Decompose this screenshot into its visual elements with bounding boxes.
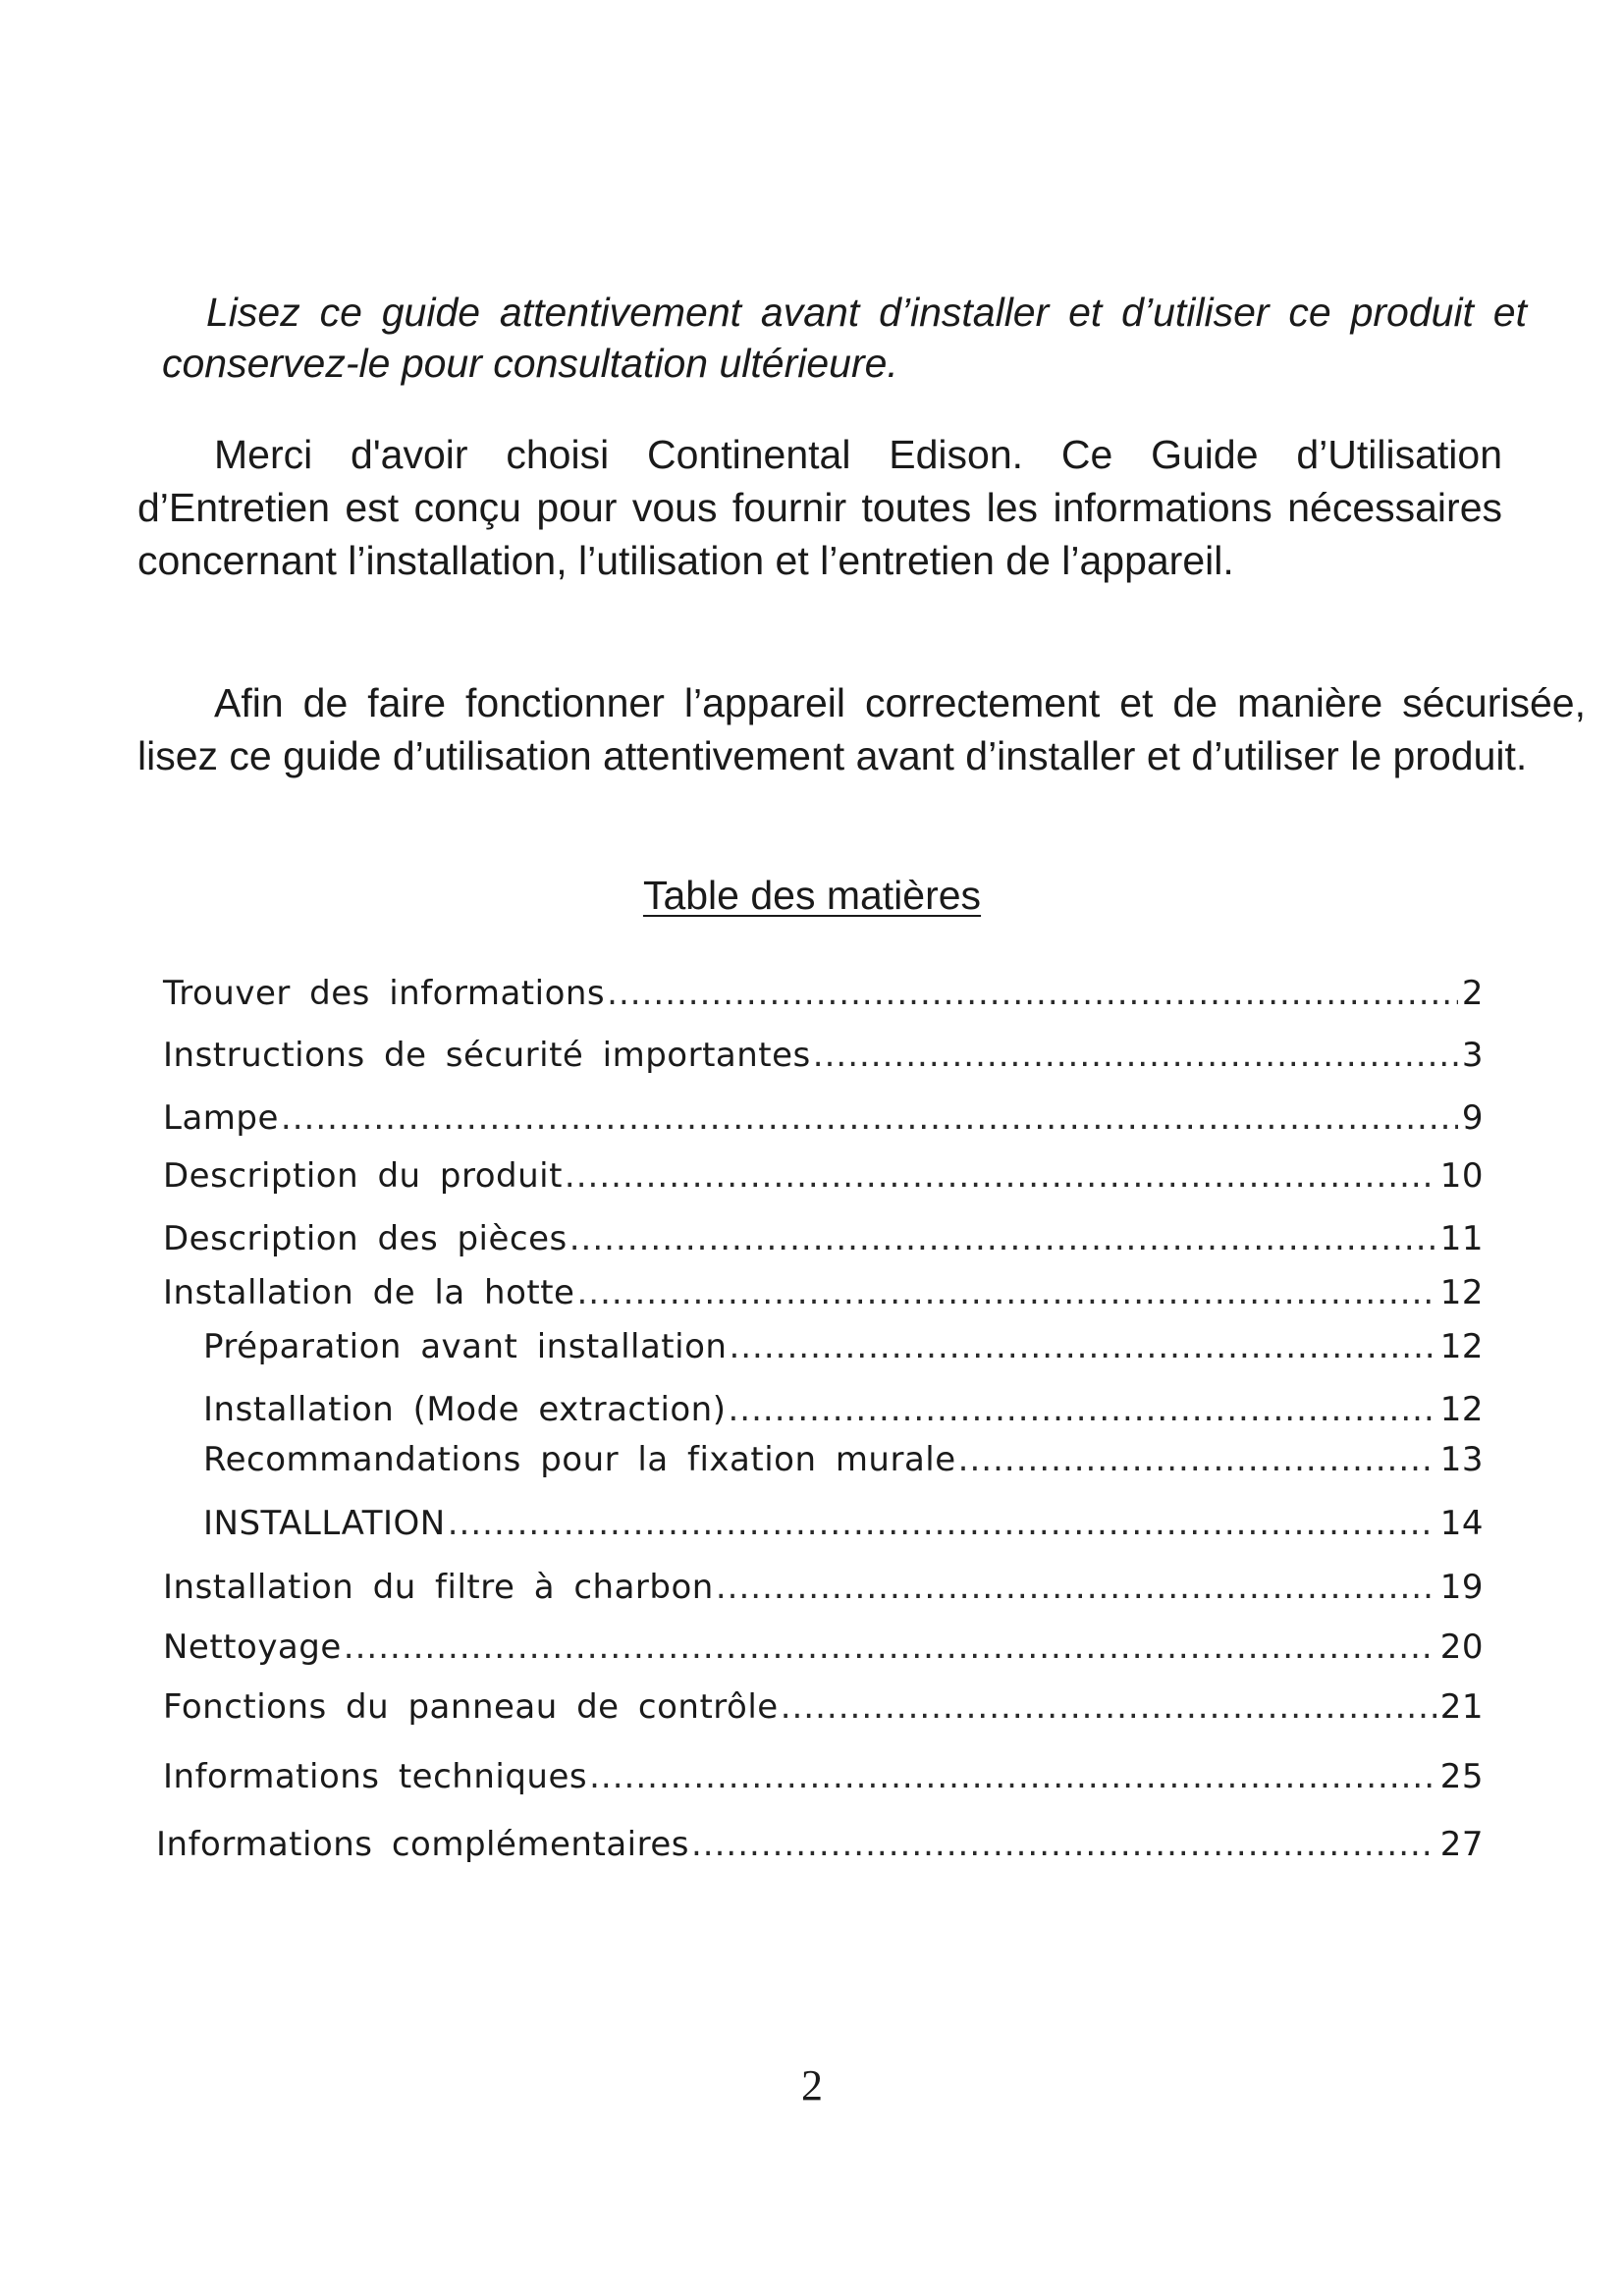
toc-entry-page: 2: [1461, 974, 1484, 1013]
toc-leader: [565, 1154, 1436, 1198]
toc-entry-label: INSTALLATION: [203, 1504, 446, 1543]
toc-entry[interactable]: [163, 1626, 1484, 1669]
toc-leader: [607, 972, 1458, 1015]
toc-leader: [589, 1755, 1436, 1798]
toc-subentry[interactable]: [203, 1325, 1484, 1368]
toc-entry-label: Description du produit: [163, 1156, 563, 1196]
toc-leader: [813, 1034, 1458, 1077]
toc-entry[interactable]: [156, 1823, 1484, 1866]
toc-subentry[interactable]: [203, 1438, 1484, 1481]
toc-leader: [729, 1388, 1436, 1431]
toc-entry-label: Installation de la hotte: [163, 1273, 575, 1312]
toc-entry-label: Informations complémentaires: [156, 1825, 689, 1864]
toc-entry-page: 20: [1439, 1628, 1484, 1667]
toc-entry-page: 12: [1439, 1327, 1484, 1366]
intro-notice: Lisez ce guide attentivement avant d’installer et d’utiliser ce produit et conservez-le pour consultation ultérieure.: [162, 290, 1527, 386]
toc-entry-page: 12: [1439, 1390, 1484, 1429]
toc-entry-label: Installation (Mode extraction): [203, 1390, 727, 1429]
toc-leader: [716, 1566, 1436, 1609]
page-number: 2: [801, 2061, 823, 2109]
toc-title: Table des matières: [642, 873, 982, 918]
toc-entry[interactable]: [163, 1096, 1484, 1140]
toc-entry[interactable]: [163, 1034, 1484, 1077]
toc-leader: [448, 1502, 1436, 1545]
welcome-paragraph: Merci d'avoir choisi Continental Edison. Ce Guide d’Utilisation d’Entretien est conçu pour vous fournir toutes les informations nécessaires concernant l’installation, l’utilisation et l’entretien de l’appareil.: [137, 432, 1502, 583]
toc-entry[interactable]: [163, 1154, 1484, 1198]
toc-entry-label: Fonctions du panneau de contrôle: [163, 1687, 779, 1727]
toc-entry[interactable]: [163, 972, 1484, 1015]
toc-entry-label: Informations techniques: [163, 1757, 588, 1796]
toc-entry-label: Description des pièces: [163, 1219, 568, 1258]
toc-leader: [958, 1438, 1436, 1481]
toc-leader: [781, 1685, 1436, 1729]
toc-entry-label: Installation du filtre à charbon: [163, 1568, 714, 1607]
toc-entry-page: 9: [1461, 1098, 1484, 1138]
toc-entry[interactable]: [163, 1685, 1484, 1729]
toc-entry-label: Lampe: [163, 1098, 279, 1138]
toc-subentry[interactable]: [203, 1502, 1484, 1545]
toc-entry[interactable]: [163, 1271, 1484, 1314]
toc-entry-label: Nettoyage: [163, 1628, 342, 1667]
toc-entry[interactable]: [163, 1566, 1484, 1609]
toc-entry-label: Instructions de sécurité importantes: [163, 1036, 811, 1075]
toc-entry-page: 13: [1439, 1440, 1484, 1479]
toc-entry-label: Trouver des informations: [163, 974, 606, 1013]
toc-leader: [344, 1626, 1436, 1669]
toc-subentry[interactable]: [203, 1388, 1484, 1431]
safety-paragraph: Afin de faire fonctionner l’appareil correctement et de manière sécurisée, lisez ce guide d’utilisation attentivement avant d’installer et d’utiliser le produit.: [137, 680, 1586, 778]
toc-entry-page: 11: [1439, 1219, 1484, 1258]
toc-entry-label: Recommandations pour la fixation murale: [203, 1440, 956, 1479]
toc-entry-label: Préparation avant installation: [203, 1327, 728, 1366]
toc-leader: [569, 1217, 1436, 1260]
toc-leader: [281, 1096, 1458, 1140]
toc-entry-page: 12: [1439, 1273, 1484, 1312]
toc-leader: [576, 1271, 1435, 1314]
toc-entry[interactable]: [163, 1755, 1484, 1798]
toc-leader: [729, 1325, 1435, 1368]
toc-entry-page: 10: [1439, 1156, 1484, 1196]
toc-entry-page: 25: [1439, 1757, 1484, 1796]
toc-entry-page: 21: [1439, 1687, 1484, 1727]
toc-entry-page: 19: [1439, 1568, 1484, 1607]
toc-entry-page: 14: [1439, 1504, 1484, 1543]
toc-entry[interactable]: [163, 1217, 1484, 1260]
toc-entry-page: 27: [1439, 1825, 1484, 1864]
toc-leader: [691, 1823, 1436, 1866]
toc-entry-page: 3: [1461, 1036, 1484, 1075]
